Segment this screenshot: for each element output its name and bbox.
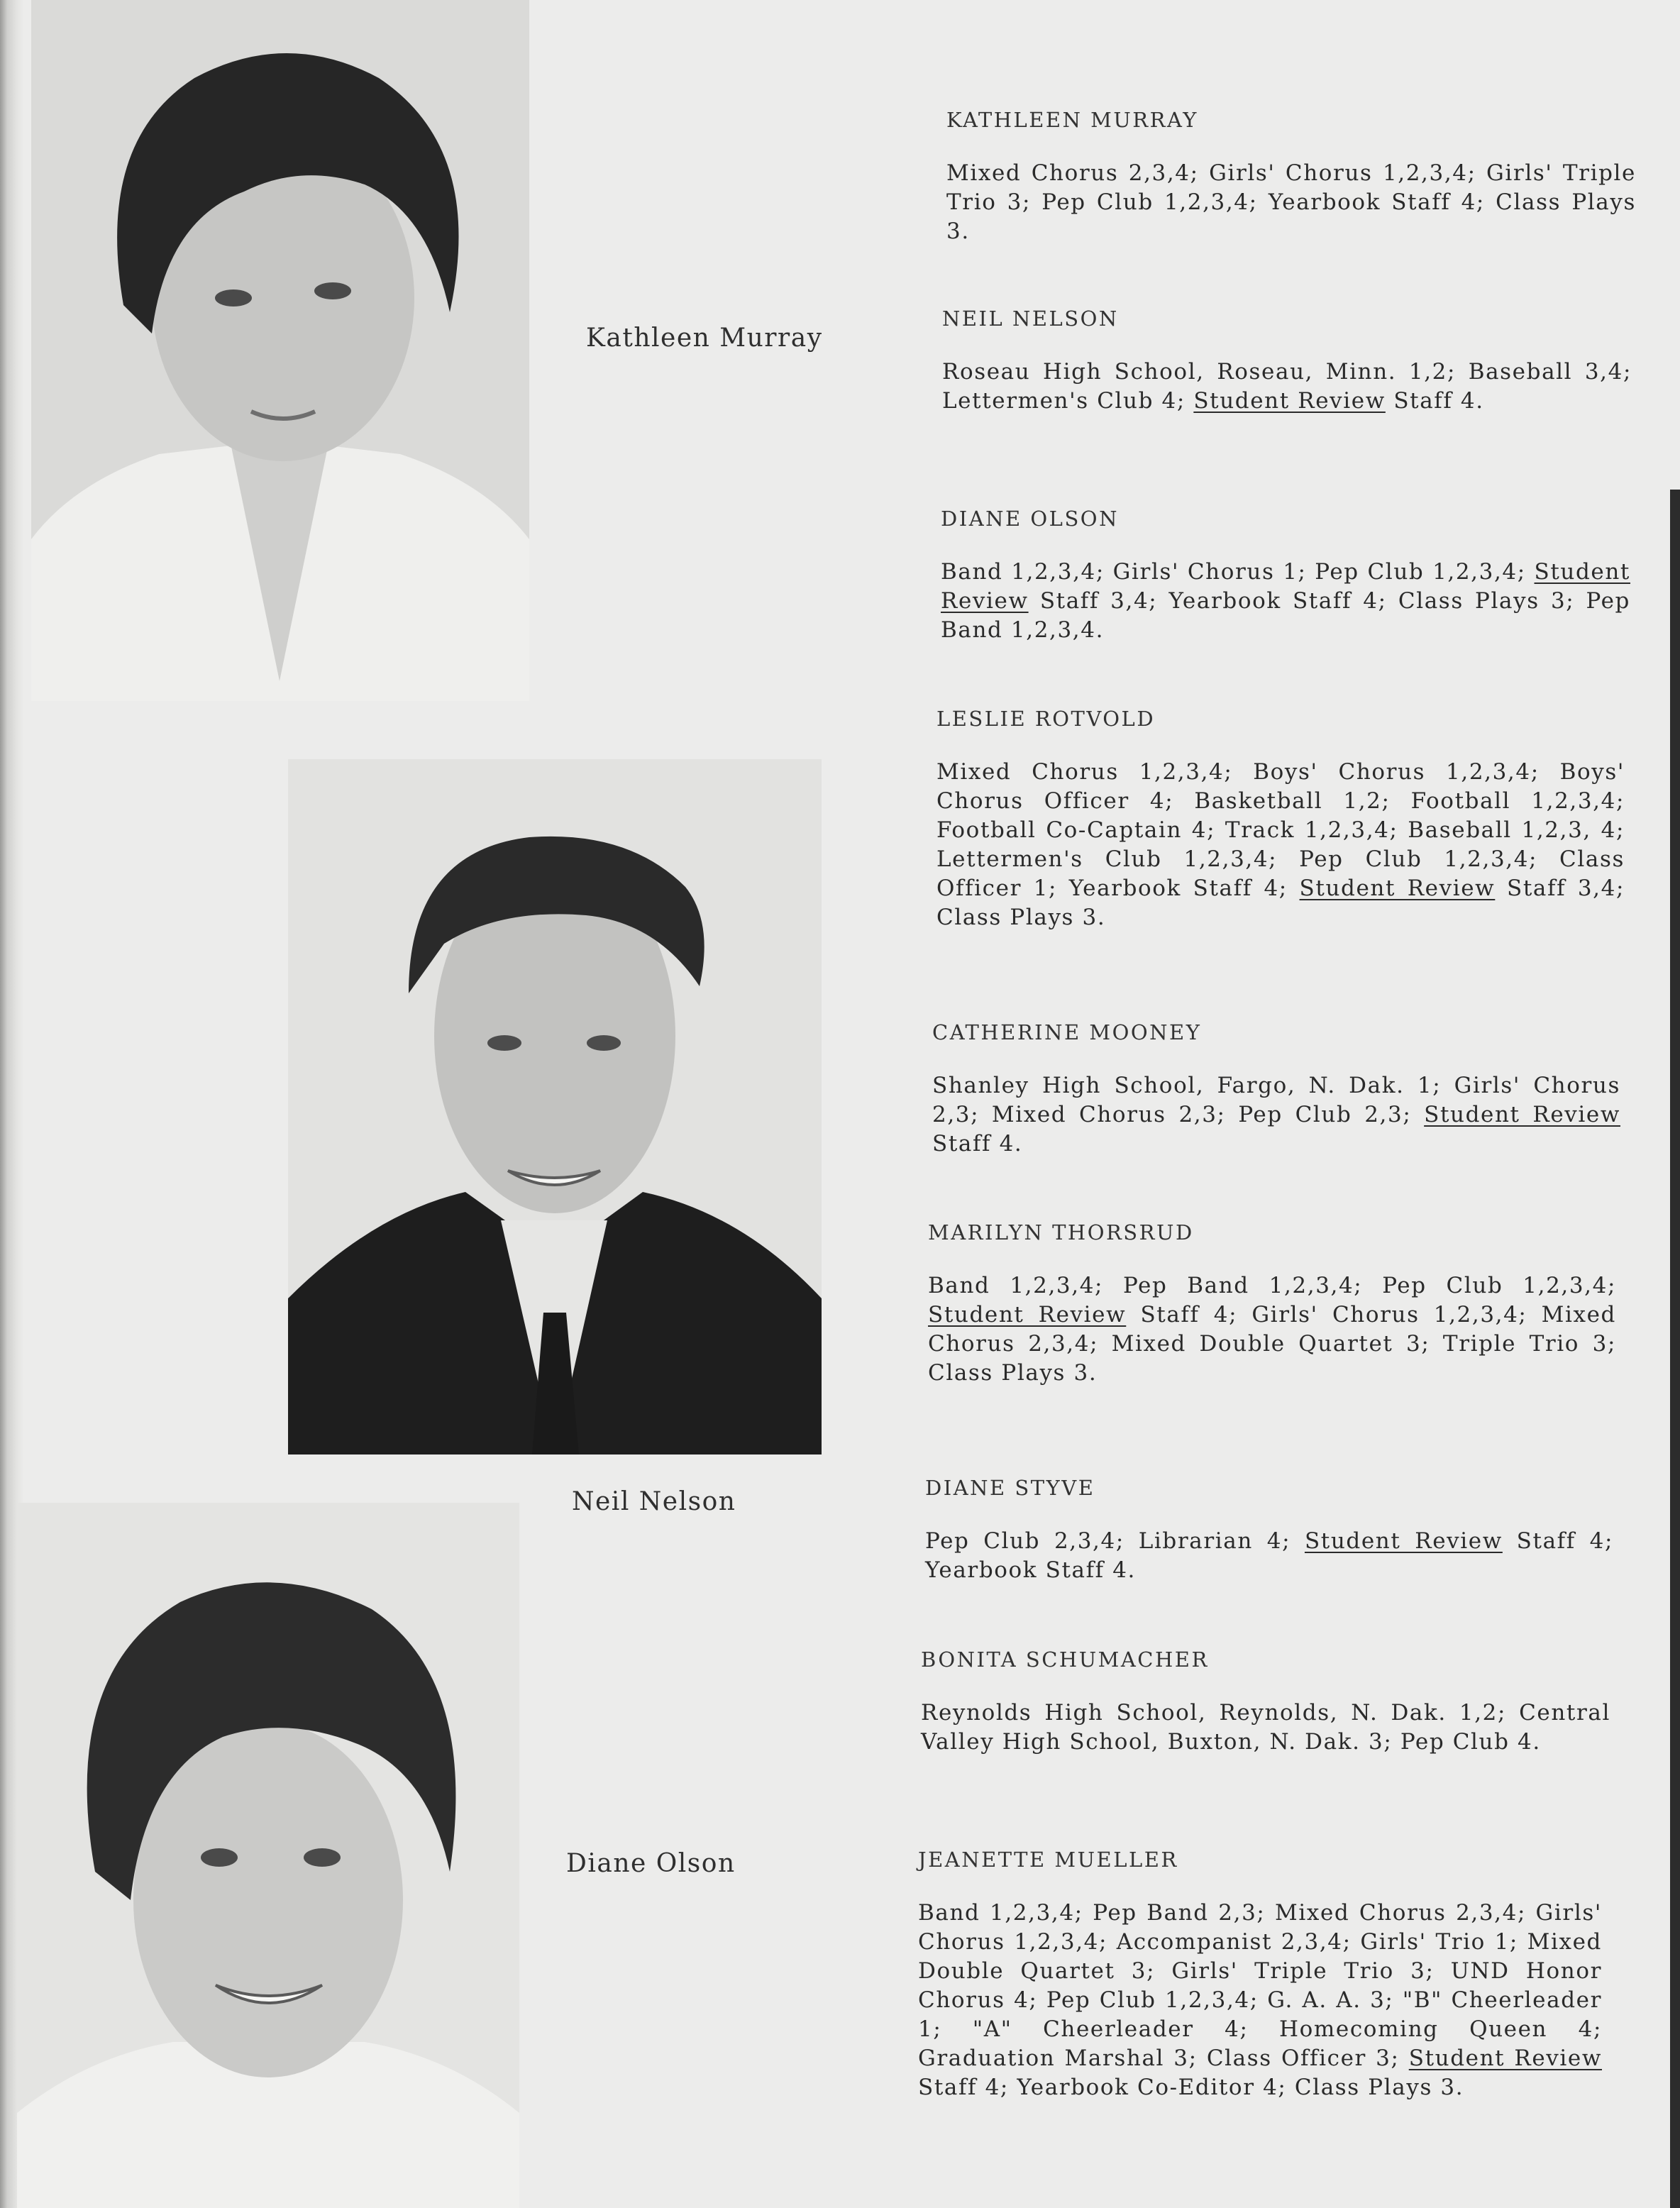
publication-title: Student Review (1408, 2046, 1602, 2071)
entry-activities: Roseau High School, Roseau, Minn. 1,2; Baseball 3,4; Lettermen's Club 4; Student Review Staff 4. (942, 359, 1632, 414)
entry-activities: Band 1,2,3,4; Pep Band 1,2,3,4; Pep Club 1,2,3,4; Student Review Staff 4; Girls' Chorus 1,2,3,4; Mixed Chorus 2,3,4; Mixed Double Quartet 3; Triple Trio 3; Class Plays 3. (928, 1273, 1616, 1386)
photo-caption-kathleen-murray: Kathleen Murray (586, 324, 823, 353)
entry-catherine-mooney (932, 1020, 1620, 1159)
publication-title: Student Review (1193, 388, 1386, 414)
entry-activities: Mixed Chorus 2,3,4; Girls' Chorus 1,2,3,4; Girls' Triple Trio 3; Pep Club 1,2,3,4; Yearbook Staff 4; Class Plays 3. (946, 160, 1636, 244)
entry-leslie-rotvold (936, 707, 1625, 932)
entry-diane-olson (941, 507, 1630, 645)
portrait-photo-kathleen-murray (31, 0, 529, 701)
entry-diane-styve (925, 1476, 1613, 1585)
entry-name: DIANE STYVE (925, 1476, 1095, 1500)
entry-activities: Shanley High School, Fargo, N. Dak. 1; Girls' Chorus 2,3; Mixed Chorus 2,3; Pep Club 2,3; Student Review Staff 4. (932, 1073, 1620, 1157)
entry-name: CATHERINE MOONEY (932, 1020, 1202, 1044)
entry-neil-nelson (942, 307, 1632, 416)
page-right-edge (1670, 490, 1680, 2208)
publication-title: Student Review (1304, 1528, 1503, 1554)
portrait-photo-diane-olson (17, 1503, 519, 2208)
entry-activities: Pep Club 2,3,4; Librarian 4; Student Review Staff 4; Yearbook Staff 4. (925, 1528, 1614, 1583)
photo-caption-diane-olson: Diane Olson (566, 1849, 736, 1878)
publication-title: Student Review (1299, 876, 1496, 901)
entry-name: NEIL NELSON (942, 307, 1119, 331)
publication-title: Student Review (941, 559, 1630, 614)
entry-name: KATHLEEN MURRAY (946, 108, 1198, 132)
portrait-photo-neil-nelson (288, 759, 822, 1454)
publication-title: Student Review (1424, 1102, 1620, 1127)
publication-title: Student Review (928, 1302, 1127, 1327)
entry-bonita-schumacher (921, 1647, 1610, 1757)
photo-caption-neil-nelson: Neil Nelson (572, 1487, 736, 1516)
entry-activities: Band 1,2,3,4; Girls' Chorus 1; Pep Club 1,2,3,4; Student Review Staff 3,4; Yearbook Staff 4; Class Plays 3; Pep Band 1,2,3,4. (941, 559, 1630, 643)
entry-activities: Reynolds High School, Reynolds, N. Dak. 1,2; Central Valley High School, Buxton, N. Dak. 3; Pep Club 4. (921, 1700, 1610, 1755)
entry-name: JEANETTE MUELLER (918, 1848, 1178, 1872)
entry-activities: Band 1,2,3,4; Pep Band 2,3; Mixed Chorus 2,3,4; Girls' Chorus 1,2,3,4; Accompanist 2,3,4; Girls' Trio 1; Mixed Double Quartet 3; Girls' Triple Trio 3; UND Honor Chorus 4; Pep Club 1,2,3,4; G. A. A. 3; "B" Cheerleader 1; "A" Cheerleader 4; Homecoming Queen 4; Graduation Marshal 3; Class Officer 3; Student Review Staff 4; Yearbook Co-Editor 4; Class Plays 3. (918, 1900, 1602, 2100)
entry-name: DIANE OLSON (941, 507, 1119, 531)
entry-name: LESLIE ROTVOLD (936, 707, 1156, 731)
entry-name: MARILYN THORSRUD (928, 1220, 1194, 1244)
entry-name: BONITA SCHUMACHER (921, 1647, 1209, 1672)
entry-activities: Mixed Chorus 1,2,3,4; Boys' Chorus 1,2,3,4; Boys' Chorus Officer 4; Basketball 1,2; Football 1,2,3,4; Football Co-Captain 4; Track 1,2,3,4; Baseball 1,2,3, 4; Lettermen's Club 1,2,3,4; Pep Club 1,2,3,4; Class Officer 1; Yearbook Staff 4; Student Review Staff 3,4; Class Plays 3. (936, 759, 1625, 930)
entry-kathleen-murray (946, 108, 1636, 246)
entry-marilyn-thorsrud (928, 1220, 1616, 1388)
entry-jeanette-mueller (918, 1848, 1602, 2102)
